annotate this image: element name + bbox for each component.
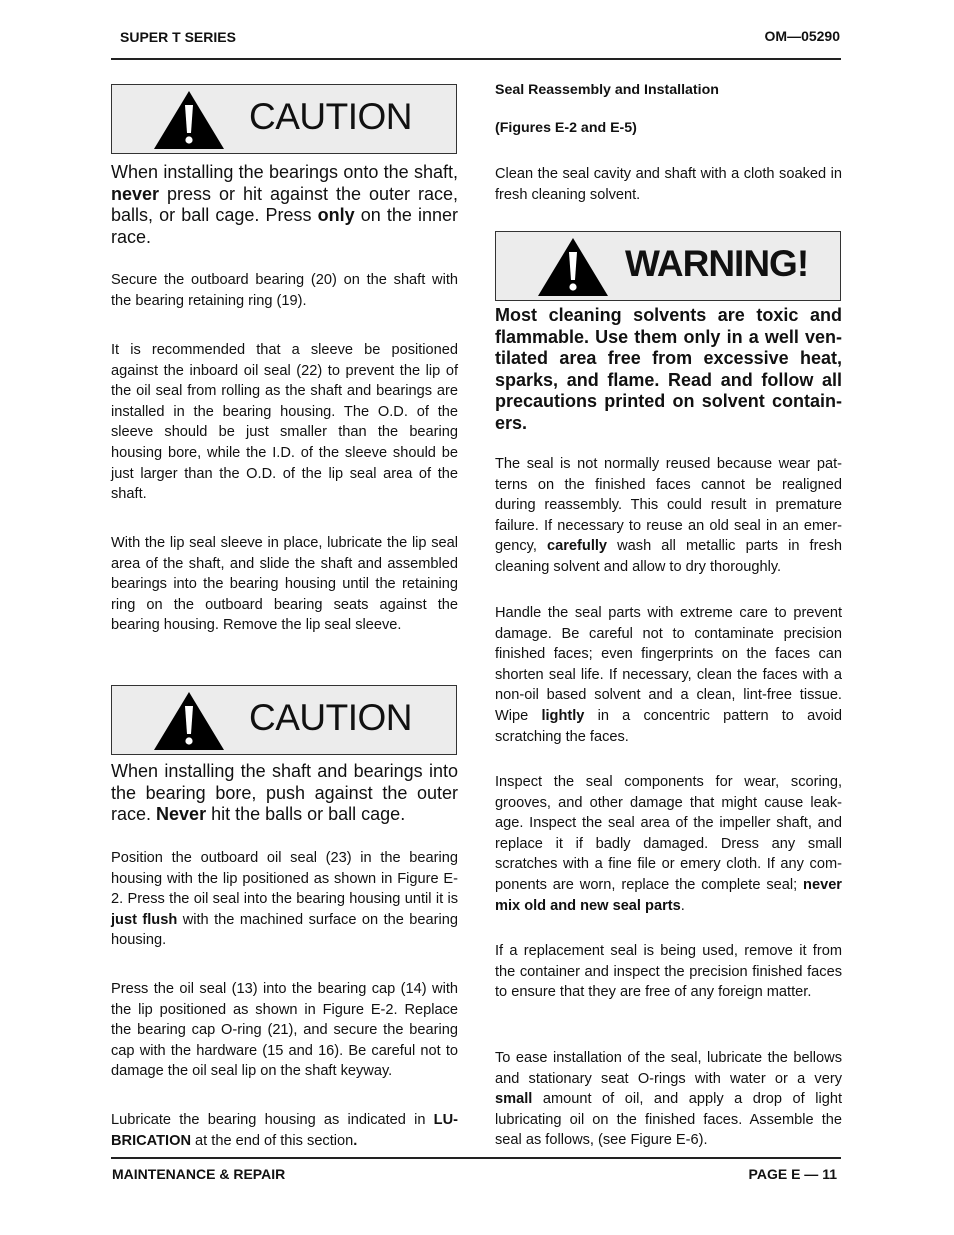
footer-page-number: PAGE E — 11 [748, 1166, 837, 1182]
header-series: SUPER T SERIES [120, 29, 236, 45]
emph-small: small [495, 1091, 533, 1108]
right-paragraph-1 [495, 164, 842, 205]
para-text: . [680, 897, 685, 914]
left-paragraph-2 [111, 340, 458, 505]
section-heading: Seal Reassembly and Installation [495, 82, 719, 98]
para-text: Position the outboard oil seal (23) in the bearing housing with the lip positioned as shown in Figure E-2. Press the oil seal into the bearing housing until it is [111, 850, 458, 908]
emph-lubrication: LUBRICATION [111, 1112, 458, 1149]
warning-text: Most cleaning solvents are toxic and flammable. Use them only in a well ventilated area free from excessive heat, sparks, and flame. Read and follow all precautions printed on solvent containers. [495, 305, 842, 433]
hazard-triangle-icon [536, 236, 610, 298]
header-rule [111, 58, 841, 60]
para-text: wash all metallic parts in fresh cleaning solvent and allow to dry thoroughly. [495, 538, 842, 575]
left-paragraph-6 [111, 1110, 458, 1151]
warning-label: WARNING! [625, 243, 809, 284]
para-text: with the machined surface on the bearing housing. [111, 911, 458, 949]
para-text: Inspect the seal components for wear, scoring, grooves, and other damage that might cause leakage. Inspect the seal area of the impeller shaft, and replace it if badly damaged. Dress any small scratches with a fine file or emery cloth. If any components are worn, replace the complete seal; [495, 774, 842, 893]
footer-rule [111, 1157, 841, 1159]
emph-lightly: lightly [541, 707, 585, 724]
para-text: To ease installation of the seal, lubricate the bellows and stationary seat O-rings with water or a very [495, 1050, 842, 1087]
section-figures-ref: (Figures E-2 and E-5) [495, 120, 637, 136]
caution2-seg: When installing the shaft and bearings into the bearing bore, push against the outer race. [111, 761, 458, 825]
para-text: Clean the seal cavity and shaft with a cloth soaked in fresh cleaning solvent. [495, 166, 842, 203]
left-paragraph-5 [111, 979, 458, 1082]
left-paragraph-4 [111, 848, 458, 951]
right-paragraph-2 [495, 454, 842, 578]
caution1-seg: on the inner race. [111, 205, 459, 247]
emph-never-mix: never mix old and new seal parts [495, 876, 842, 914]
left-paragraph-3 [111, 533, 458, 636]
caution-text-2 [111, 761, 458, 826]
caution-text-1 [111, 162, 458, 248]
caution1-emph-only: only [317, 205, 355, 226]
hazard-triangle-icon [152, 89, 226, 151]
caution2-seg: hit the balls or ball cage. [206, 804, 406, 825]
caution-label: CAUTION [249, 96, 412, 137]
emph-just-flush: just flush [111, 911, 178, 928]
right-paragraph-6 [495, 1048, 842, 1151]
header-doc-number: OM—05290 [764, 28, 840, 44]
caution-box-2 [111, 685, 457, 755]
right-paragraph-4 [495, 772, 842, 916]
footer-section: MAINTENANCE & REPAIR [112, 1166, 286, 1182]
right-paragraph-5 [495, 941, 842, 1003]
para-text: If a replacement seal is being used, remove it from the container and inspect the precision finished faces to ensure that they are free of any foreign matter. [495, 943, 842, 1001]
emph-carefully: carefully [547, 538, 608, 555]
caution1-seg: When installing the bearings onto the shaft, [111, 162, 458, 182]
caution1-seg: press or hit against the outer race, balls, or ball cage. Press [111, 183, 458, 226]
para-text: Lubricate the bearing housing as indicated in [111, 1112, 434, 1128]
para-period: . [353, 1132, 358, 1149]
caution-box-1 [111, 84, 457, 154]
caution2-emph-never: Never [156, 804, 207, 825]
para-text: Secure the outboard bearing (20) on the shaft with the bearing retaining ring (19). [111, 272, 458, 309]
hazard-triangle-icon [152, 690, 226, 752]
caution-label: CAUTION [249, 697, 412, 738]
warning-box [495, 231, 841, 301]
para-text: amount of oil, and apply a drop of light lubricating oil on the finished faces. Assemble the seal as follows, (see Figure E-6). [495, 1091, 842, 1149]
para-text: The seal is not normally reused because wear patterns on the finished faces cannot be realigned during reassembly. This could result in premature failure. If necessary to reuse an old seal in an emergency, [495, 456, 842, 555]
right-paragraph-3 [495, 603, 842, 747]
para-text: Press the oil seal (13) into the bearing cap (14) with the lip positioned as shown in Figure E-2. Replace the bearing cap O-ring (21), and secure the bearing cap with the hardware (15 and 16). Be careful not to damage the oil seal lip on the shaft keyway. [111, 981, 458, 1080]
para-text: It is recommended that a sleeve be positioned against the inboard oil seal (22) to prevent the lip of the oil seal from rolling as the shaft and bearings are installed in the bearing housing. The O.D. of the sleeve should be just smaller than the bearing housing bore, while the I.D. of the sleeve should be just larger than the O.D. of the lip seal area of the shaft. [111, 342, 458, 503]
left-paragraph-1 [111, 270, 458, 311]
para-text: in a concentric pattern to avoid scratching the faces. [495, 707, 842, 745]
caution1-emph-never: never [111, 183, 160, 204]
para-text: With the lip seal sleeve in place, lubricate the lip seal area of the shaft, and slide the shaft and assembled bearings into the bearing housing until the retaining ring on the outboard bearing seats against the bearing housing. Remove the lip seal sleeve. [111, 535, 458, 634]
para-text: at the end of this section [191, 1132, 354, 1149]
para-text: Handle the seal parts with extreme care to prevent damage. Be careful not to contaminate precision finished faces; even fingerprints on the faces can shorten seal life. If necessary, clean the faces with a non-oil based solvent and a clean, lint-free tissue. Wipe [495, 605, 842, 724]
